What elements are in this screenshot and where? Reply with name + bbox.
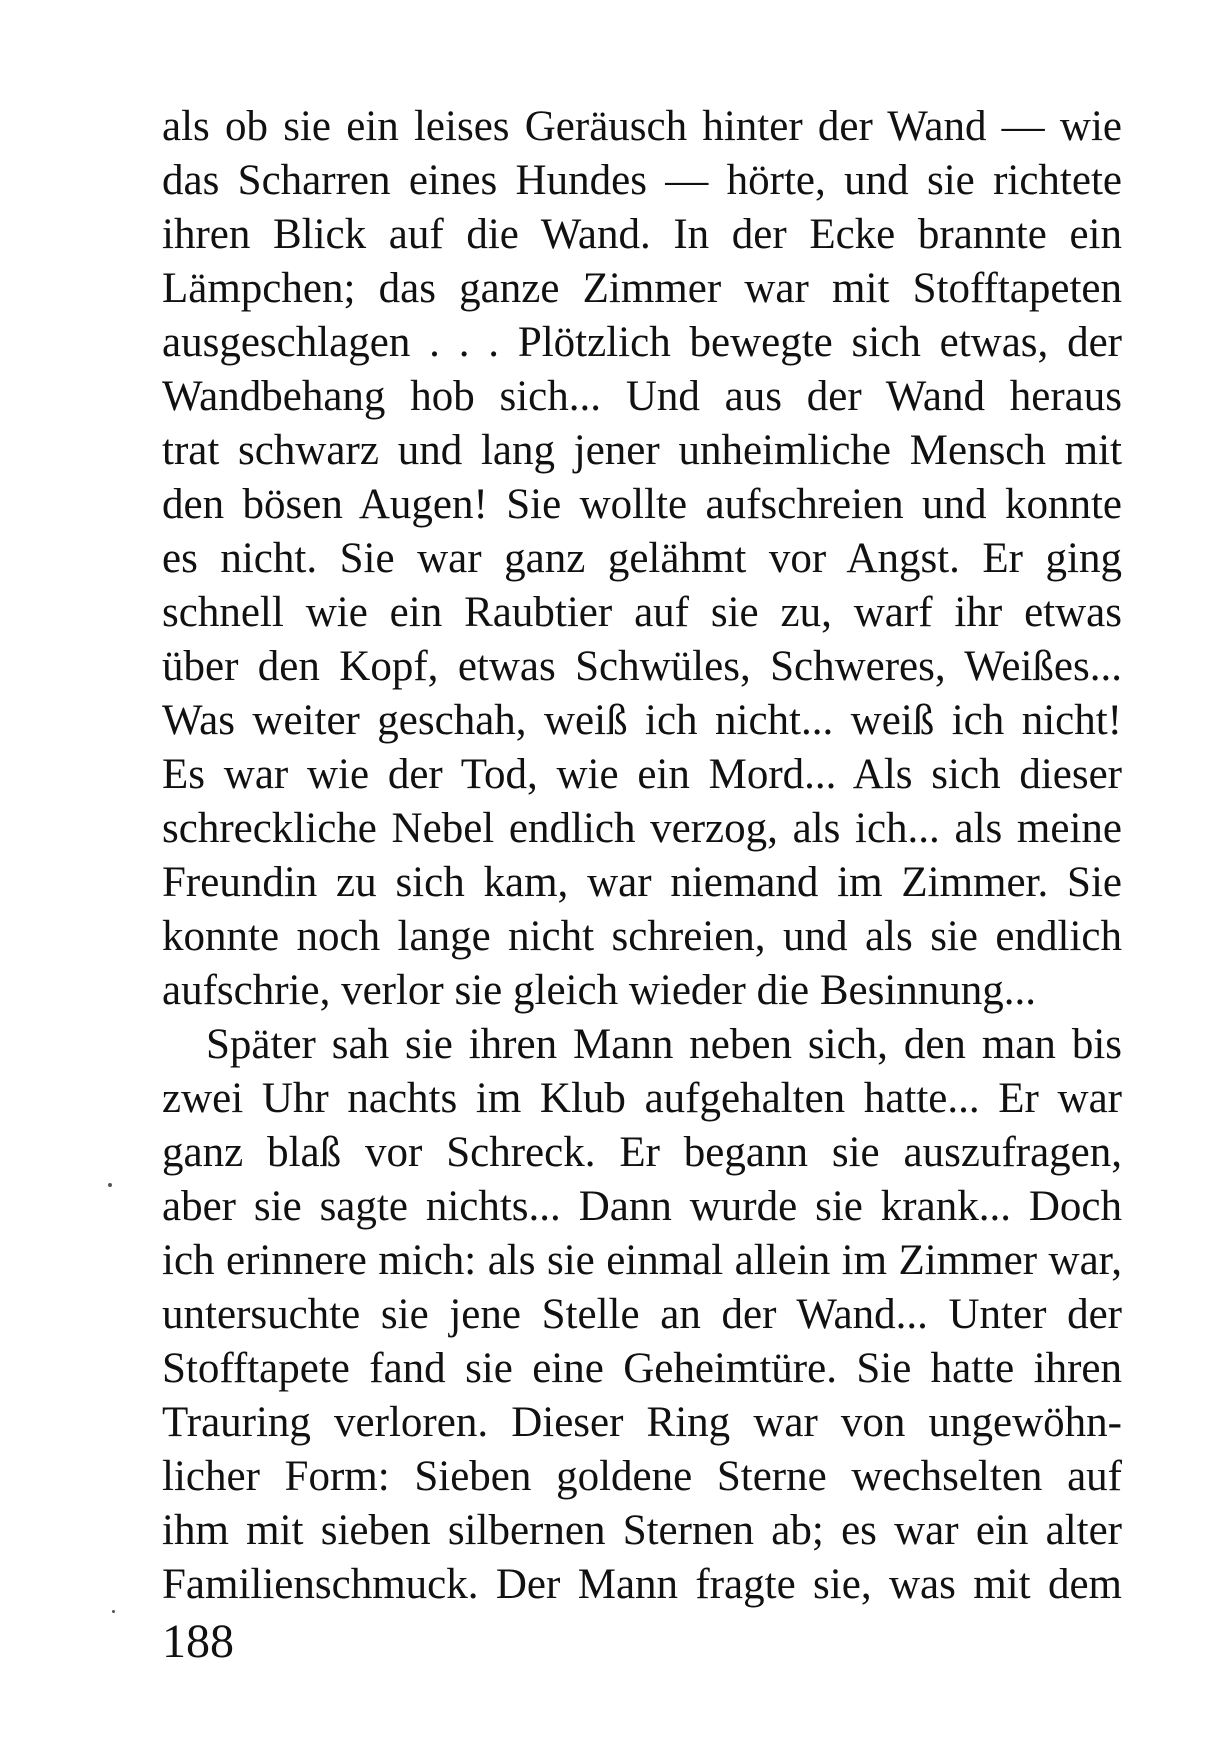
text-line: ganz blaß vor Schreck. Er begann sie auszufragen,: [162, 1129, 1122, 1176]
text-line: Stofftapete fand sie eine Geheimtüre. Sie hatte ihren: [162, 1345, 1122, 1392]
text-line: Familienschmuck. Der Mann fragte sie, was mit dem: [162, 1561, 1122, 1608]
text-line: licher Form: Sieben goldene Sterne wechselten auf: [162, 1453, 1122, 1500]
text-line: ihm mit sieben silbernen Sternen ab; es war ein alter: [162, 1507, 1122, 1554]
text-line: Freundin zu sich kam, war niemand im Zimmer. Sie: [162, 859, 1122, 906]
paragraph-end-line: aufschrie, verlor sie gleich wieder die Besinnung...: [162, 967, 1037, 1014]
text-line: aber sie sagte nichts... Dann wurde sie krank... Doch: [162, 1183, 1122, 1230]
text-line: trat schwarz und lang jener unheimliche Mensch mit: [162, 427, 1122, 474]
text-line: untersuchte sie jene Stelle an der Wand... Unter der: [162, 1291, 1122, 1338]
text-line: als ob sie ein leises Geräusch hinter der Wand — wie: [162, 103, 1122, 150]
text-line: Es war wie der Tod, wie ein Mord... Als sich dieser: [162, 751, 1122, 798]
scan-speck: [108, 1183, 112, 1187]
text-line: ich erinnere mich: als sie einmal allein im Zimmer war,: [162, 1237, 1122, 1284]
text-line: Wandbehang hob sich... Und aus der Wand heraus: [162, 373, 1122, 420]
text-line: es nicht. Sie war ganz gelähmt vor Angst. Er ging: [162, 535, 1122, 582]
scan-speck: [112, 1610, 115, 1613]
text-line: schreckliche Nebel endlich verzog, als ich... als meine: [162, 805, 1122, 852]
text-line: das Scharren eines Hundes — hörte, und sie richtete: [162, 157, 1122, 204]
text-line: schnell wie ein Raubtier auf sie zu, warf ihr etwas: [162, 589, 1122, 636]
body-text: [162, 100, 1122, 1612]
paragraph-start-line: Später sah sie ihren Mann neben sich, den man bis: [206, 1021, 1122, 1068]
text-line: ausgeschlagen . . . Plötzlich bewegte sich etwas, der: [162, 319, 1122, 366]
text-line: Was weiter geschah, weiß ich nicht... weiß ich nicht!: [162, 697, 1122, 744]
text-line: Trauring verloren. Dieser Ring war von ungewöhn-: [162, 1399, 1122, 1446]
text-line: Lämpchen; das ganze Zimmer war mit Stofftapeten: [162, 265, 1122, 312]
page-number: 188: [162, 1615, 234, 1668]
text-line: konnte noch lange nicht schreien, und als sie endlich: [162, 913, 1122, 960]
text-line: über den Kopf, etwas Schwüles, Schweres, Weißes...: [162, 643, 1122, 690]
text-line: ihren Blick auf die Wand. In der Ecke brannte ein: [162, 211, 1122, 258]
text-line: zwei Uhr nachts im Klub aufgehalten hatte... Er war: [162, 1075, 1122, 1122]
text-line: den bösen Augen! Sie wollte aufschreien und konnte: [162, 481, 1122, 528]
